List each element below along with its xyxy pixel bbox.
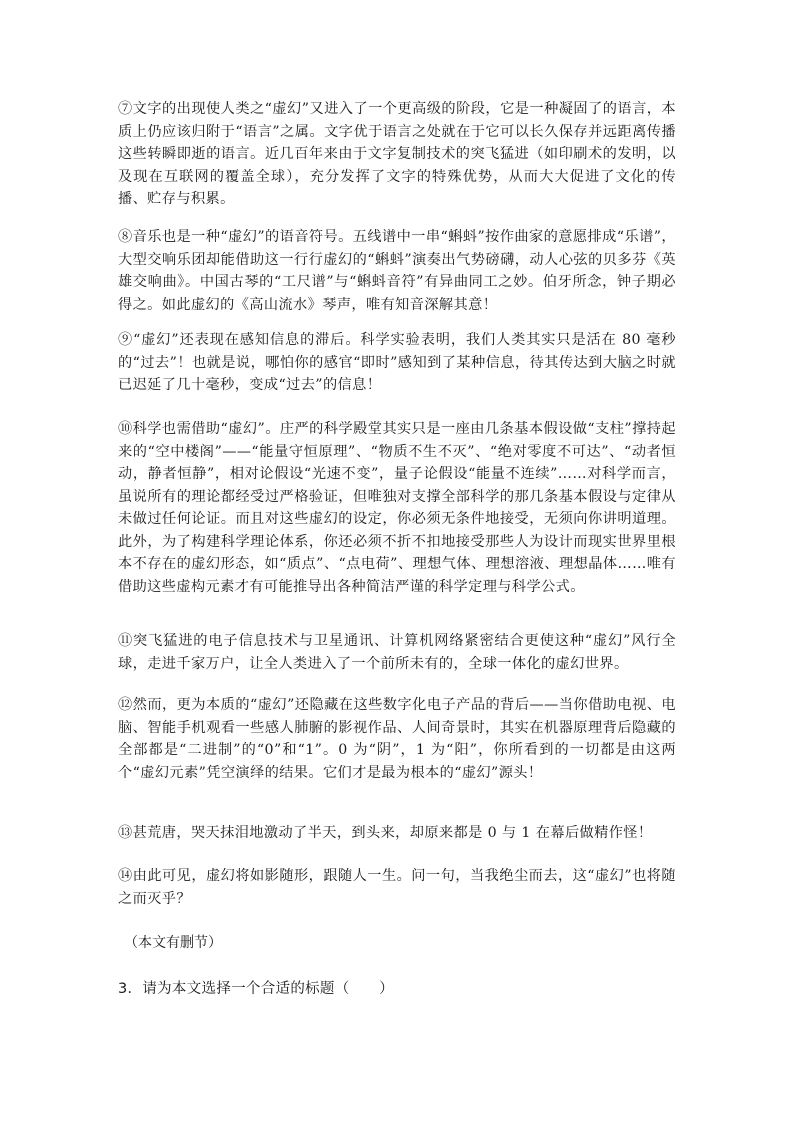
paragraph-7: ⑦文字的出现使人类之“虚幻”又进入了一个更高级的阶段，它是一种凝固了的语言，本质上仍应该归附于“语言”之属。文字优于语言之处就在于它可以长久保存并远距离传播 这些转瞬即逝的语言。近几百年来由于文字复制技术的突飞猛进（如印刷术的发明，以及现在互联网的覆盖全球），充分发挥了文字的特殊优势，从而大大促进了文化的传播、贮存与积累。 xyxy=(118,101,676,207)
question-3: 3．请为本文选择一个合适的标题（ ） xyxy=(118,981,394,997)
paragraph-11: ⑪突飞猛进的电子信息技术与卫星通讯、计算机网络紧密结合更使这种“虚幻”风行全球，走进千家万户，让全人类进入了一个前所未有的，全球一体化的虚幻世界。 xyxy=(118,633,676,672)
paragraph-9: ⑨“虚幻”还表现在感知信息的滞后。科学实验表明，我们人类其实只是活在 80 毫秒的“过去”！也就是说，哪怕你的感官“即时”感知到了某种信息，待其传达到大脑之时就已迟延了几十毫秒，变成“过去”的信息！ xyxy=(118,332,676,393)
paragraph-13: ⑬甚荒唐，哭天抹泪地激动了半天，到头来，却原来都是 0 与 1 在幕后做精作怪！ xyxy=(118,825,653,841)
paragraph-8: ⑧音乐也是一种“虚幻”的语音符号。五线谱中一串“蝌蚪”按作曲家的意愿排成“乐谱”，大型交响乐团却能借助这一行行虚幻的“蝌蚪”演奏出气势磅礴，动人心弦的贝多芬《英雄交响曲》。中国古琴的“工尺谱”与“蝌蚪音符”有异曲同工之妙。伯牙所念，钟子期必得之。如此虚幻的《高山流水》琴声，唯有知音深解其意！ xyxy=(118,229,676,313)
abridged-note: （本文有删节） xyxy=(124,935,222,951)
paragraph-14: ⑭由此可见，虚幻将如影随形，跟随人一生。问一句，当我绝尘而去，这“虚幻”也将随之而灭乎？ xyxy=(118,868,676,907)
paragraph-10: ⑩科学也需借助“虚幻”。庄严的科学殿堂其实只是一座由几条基本假设做“支柱”撑持起来的“空中楼阁”——“能量守恒原理”、“物质不生不灭”、“绝对零度不可达”、“动者恒动，静者恒静”，相对论假设“光速不变”，量子论假设“能量不连续”……对科学而言，虽说所有的理论都经受过严格验证，但唯独对支撑全部科学的那几条基本假设与定律从未做过任何论证。而且对这些虚幻的设定，你必须无条件地接受，无须向你讲明道理。此外，为了构建科学理论体系，你还必须不折不扣地接受那些人为设计而现实世界里根本不存在的虚幻形态，如“质点”、“点电荷”、理想气体、理想溶液、理想晶体……唯有借助这些虚构元素才有可能推导出各种简洁严谨的科学定理与科学公式。 xyxy=(118,421,676,595)
paragraph-12: ⑫然而，更为本质的“虚幻”还隐藏在这些数字化电子产品的背后——当你借助电视、电脑、智能手机观看一些感人肺腑的影视作品、人间奇景时，其实在机器原理背后隐藏的全部都是“二进制”的“0”和“1”。0 为“阴”，1 为“阳”，你所看到的一切都是由这两个“虚幻元素”凭空演绎的结果。它们才是最为根本的“虚幻”源头！ xyxy=(118,697,676,781)
